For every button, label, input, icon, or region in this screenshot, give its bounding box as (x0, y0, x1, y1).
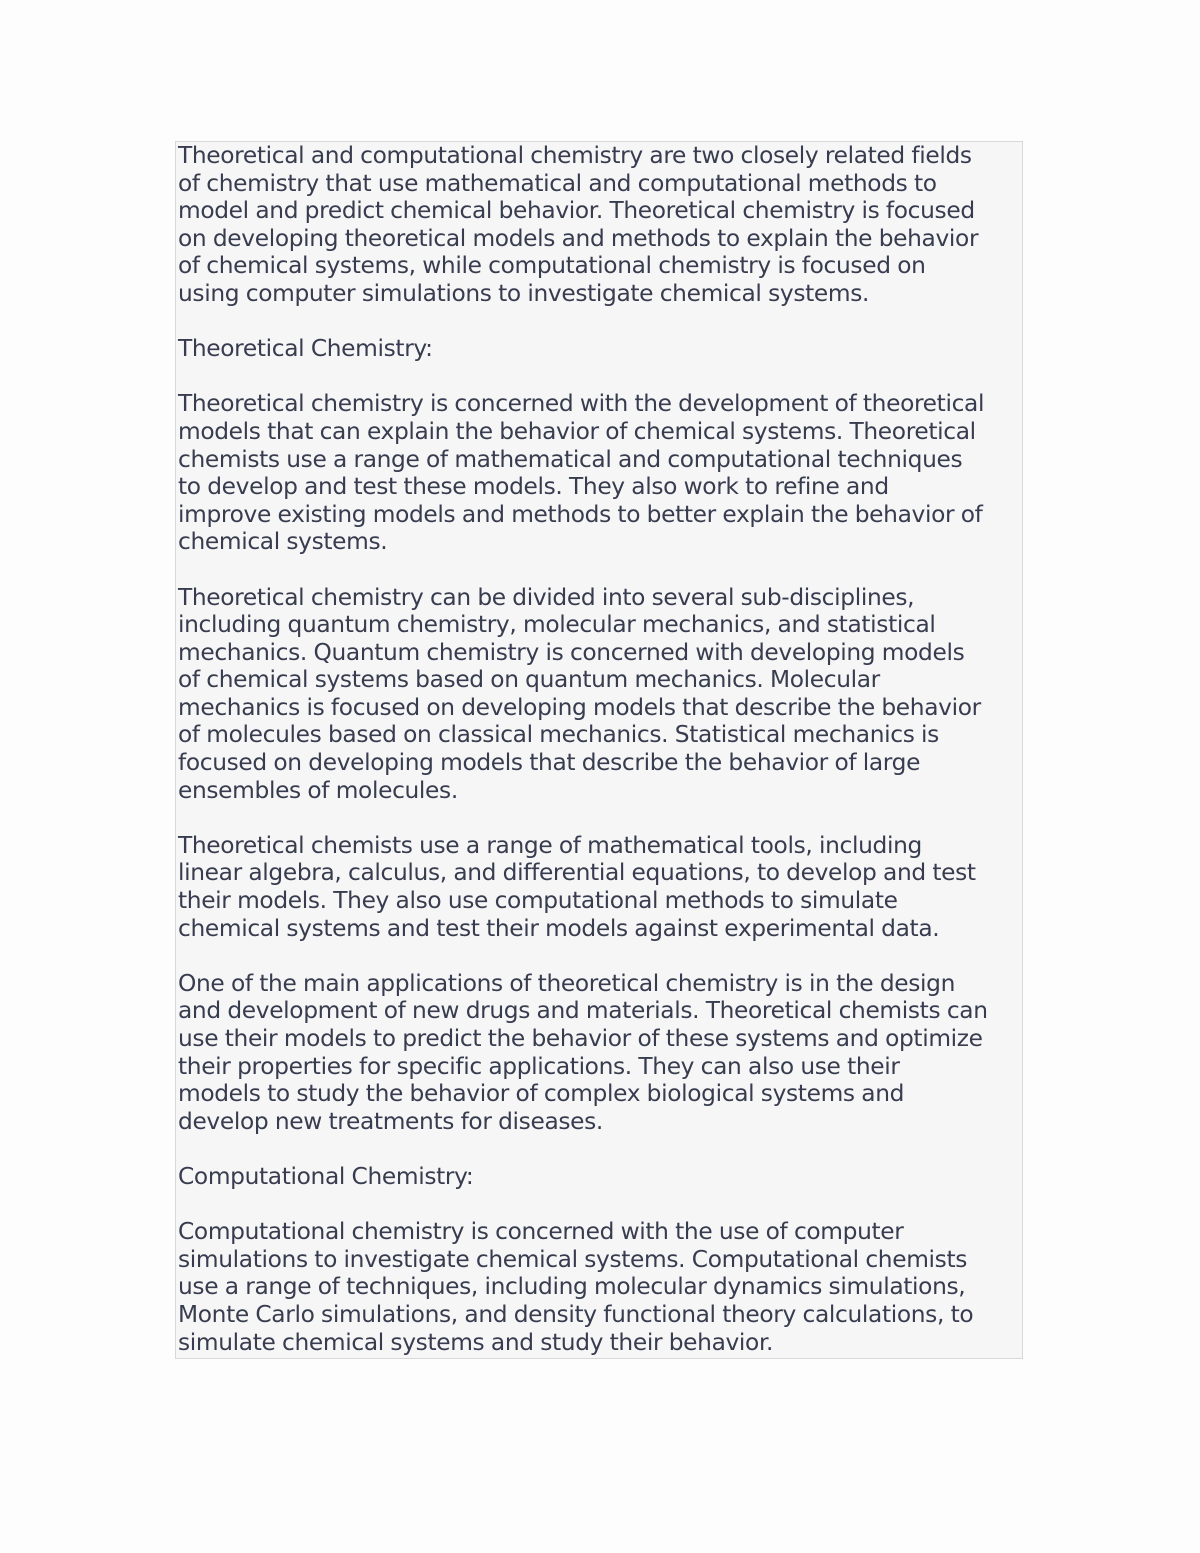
text-line: One of the main applications of theoretical chemistry is in the design (178, 969, 956, 997)
text-line: ensembles of molecules. (178, 776, 458, 804)
text-line: models to study the behavior of complex biological systems and (178, 1080, 905, 1108)
section-heading (178, 335, 1022, 363)
text-box (175, 141, 1023, 1359)
text-line: Theoretical Chemistry: (178, 335, 433, 363)
text-line: on developing theoretical models and methods to explain the behavior (178, 224, 979, 252)
paragraph (178, 142, 1022, 308)
text-line: model and predict chemical behavior. Theoretical chemistry is focused (178, 197, 975, 225)
text-line: chemical systems. (178, 528, 388, 556)
text-line: mechanics is focused on developing models that describe the behavior (178, 693, 981, 721)
text-line: use their models to predict the behavior of these systems and optimize (178, 1025, 983, 1052)
text-line: of molecules based on classical mechanics. Statistical mechanics is (178, 721, 939, 749)
text-line: chemical systems and test their models against experimental data. (178, 914, 940, 942)
text-line: their models. They also use computational methods to simulate (178, 887, 898, 915)
text-line: improve existing models and methods to better explain the behavior of (178, 500, 983, 528)
text-line: their properties for specific applications. They can also use their (178, 1052, 900, 1080)
text-line: of chemical systems based on quantum mechanics. Molecular (178, 666, 880, 694)
text-line: Theoretical chemistry is concerned with the development of theoretical (178, 390, 985, 418)
text-line: Monte Carlo simulations, and density functional theory calculations, to (178, 1300, 974, 1328)
paragraph (178, 832, 1022, 942)
text-line: linear algebra, calculus, and differential equations, to develop and test (178, 859, 976, 887)
paragraph (178, 1218, 1022, 1356)
text-line: simulations to investigate chemical systems. Computational chemists (178, 1245, 968, 1273)
text-line: using computer simulations to investigate chemical systems. (178, 279, 870, 307)
text-line: develop new treatments for diseases. (178, 1107, 603, 1135)
text-line: of chemical systems, while computational chemistry is focused on (178, 252, 926, 280)
text-line: simulate chemical systems and study their behavior. (178, 1328, 774, 1356)
text-line: chemists use a range of mathematical and computational techniques (178, 445, 963, 473)
section-heading (178, 1163, 1022, 1191)
text-line: Theoretical and computational chemistry are two closely related fields (178, 142, 972, 169)
text-line: Theoretical chemists use a range of mathematical tools, including (178, 831, 922, 859)
paragraph (178, 390, 1022, 556)
text-line: to develop and test these models. They also work to refine and (178, 473, 889, 501)
text-line: Theoretical chemistry can be divided into several sub-disciplines, (178, 583, 915, 611)
text-line: models that can explain the behavior of chemical systems. Theoretical (178, 417, 976, 445)
paragraph (178, 584, 1022, 805)
paragraph (178, 970, 1022, 1136)
text-line: Computational Chemistry: (178, 1162, 474, 1190)
text-line: use a range of techniques, including molecular dynamics simulations, (178, 1273, 966, 1301)
text-line: including quantum chemistry, molecular mechanics, and statistical (178, 611, 936, 639)
text-line: Computational chemistry is concerned with the use of computer (178, 1218, 904, 1246)
text-line: mechanics. Quantum chemistry is concerned with developing models (178, 638, 965, 666)
text-line: and development of new drugs and materials. Theoretical chemists can (178, 997, 988, 1025)
text-line: focused on developing models that describe the behavior of large (178, 749, 921, 777)
text-line: of chemistry that use mathematical and computational methods to (178, 169, 937, 197)
